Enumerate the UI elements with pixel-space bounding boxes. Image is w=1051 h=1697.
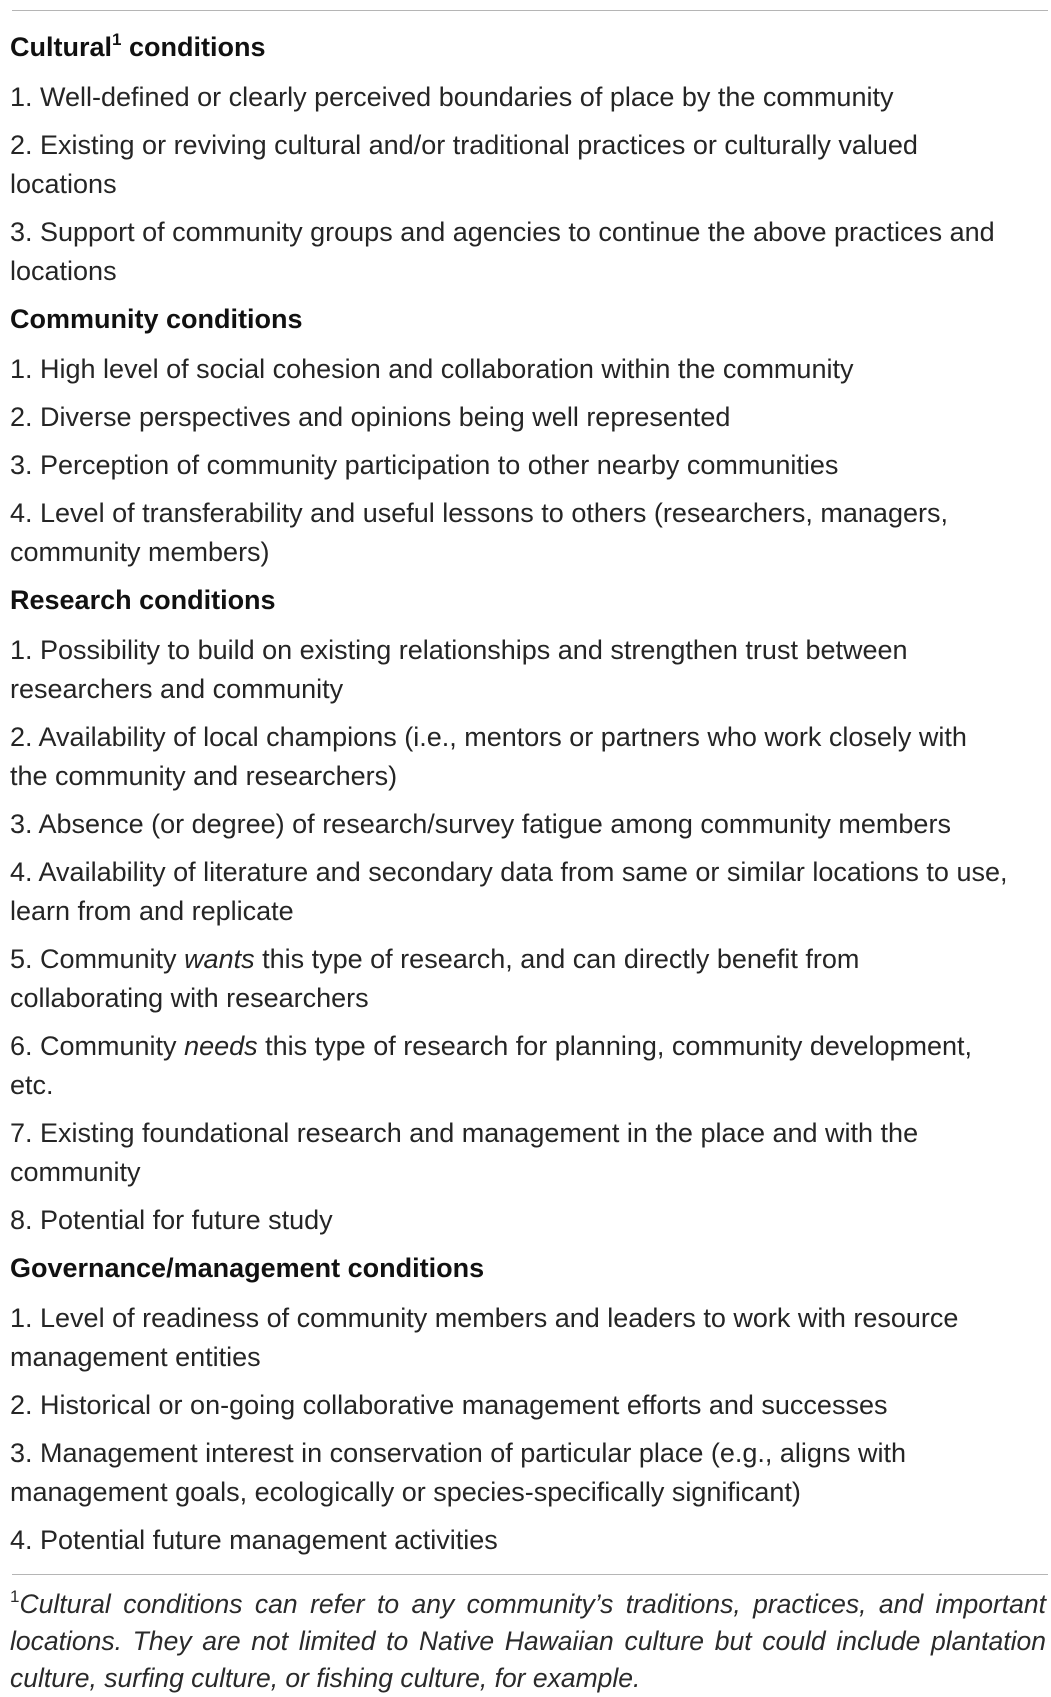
section-heading-research: Research conditions — [10, 585, 276, 615]
heading-text: Cultural — [10, 32, 113, 62]
heading-text-rest: conditions — [121, 32, 266, 62]
section-heading-cultural — [10, 23, 1048, 73]
table-row — [10, 1022, 1048, 1109]
row-text: this type of research for planning, community development, etc. — [10, 1031, 973, 1100]
footnote-marker: 1 — [10, 1587, 20, 1606]
table-row: 8. Potential for future study — [10, 1205, 333, 1235]
row-emphasis: needs — [184, 1031, 258, 1061]
section-heading-governance: Governance/management conditions — [10, 1253, 485, 1283]
table-row: 1. Possibility to build on existing relationships and strengthen trust between researchers and community — [10, 635, 908, 704]
table-row: 3. Support of community groups and agencies to continue the above practices and locations — [10, 217, 995, 286]
table-row: 4. Level of transferability and useful lessons to others (researchers, managers, community members) — [10, 498, 948, 567]
footnote-marker: 1 — [112, 30, 122, 49]
conditions-table — [10, 10, 1048, 1697]
footnote-text: Cultural conditions can refer to any community’s traditions, practices, and important locations. They are not limited to Native Hawaiian culture but could include plantation culture, surfing culture, or fishing culture, for example. — [10, 1589, 1046, 1693]
table-footnote — [10, 1575, 1046, 1697]
table-row: 3. Perception of community participation to other nearby communities — [10, 450, 839, 480]
table-row: 2. Availability of local champions (i.e., mentors or partners who work closely with the community and researchers) — [10, 722, 967, 791]
table-row: 4. Availability of literature and secondary data from same or similar locations to use, learn from and replicate — [10, 857, 1008, 926]
table-row: 2. Existing or reviving cultural and/or traditional practices or culturally valued locations — [10, 130, 918, 199]
section-heading-community: Community conditions — [10, 304, 303, 334]
table-body — [10, 11, 1048, 1564]
table-row: 7. Existing foundational research and management in the place and with the community — [10, 1118, 919, 1187]
table-row: 3. Management interest in conservation of particular place (e.g., aligns with management goals, ecologically or species-specifically significant) — [10, 1438, 906, 1507]
table-row: 4. Potential future management activities — [10, 1525, 498, 1555]
row-text: this type of research, and can directly benefit from collaborating with researchers — [10, 944, 860, 1013]
table-row: 2. Diverse perspectives and opinions being well represented — [10, 402, 731, 432]
table-row: 1. Level of readiness of community members and leaders to work with resource management entities — [10, 1303, 959, 1372]
table-row: 2. Historical or on-going collaborative management efforts and successes — [10, 1390, 888, 1420]
table-row: 1. High level of social cohesion and collaboration within the community — [10, 354, 854, 384]
table-row — [10, 935, 1048, 1022]
row-emphasis: wants — [184, 944, 255, 974]
row-text: 5. Community — [10, 944, 185, 974]
table-row: 1. Well-defined or clearly perceived boundaries of place by the community — [10, 82, 894, 112]
table-row: 3. Absence (or degree) of research/survey fatigue among community members — [10, 809, 951, 839]
row-text: 6. Community — [10, 1031, 185, 1061]
